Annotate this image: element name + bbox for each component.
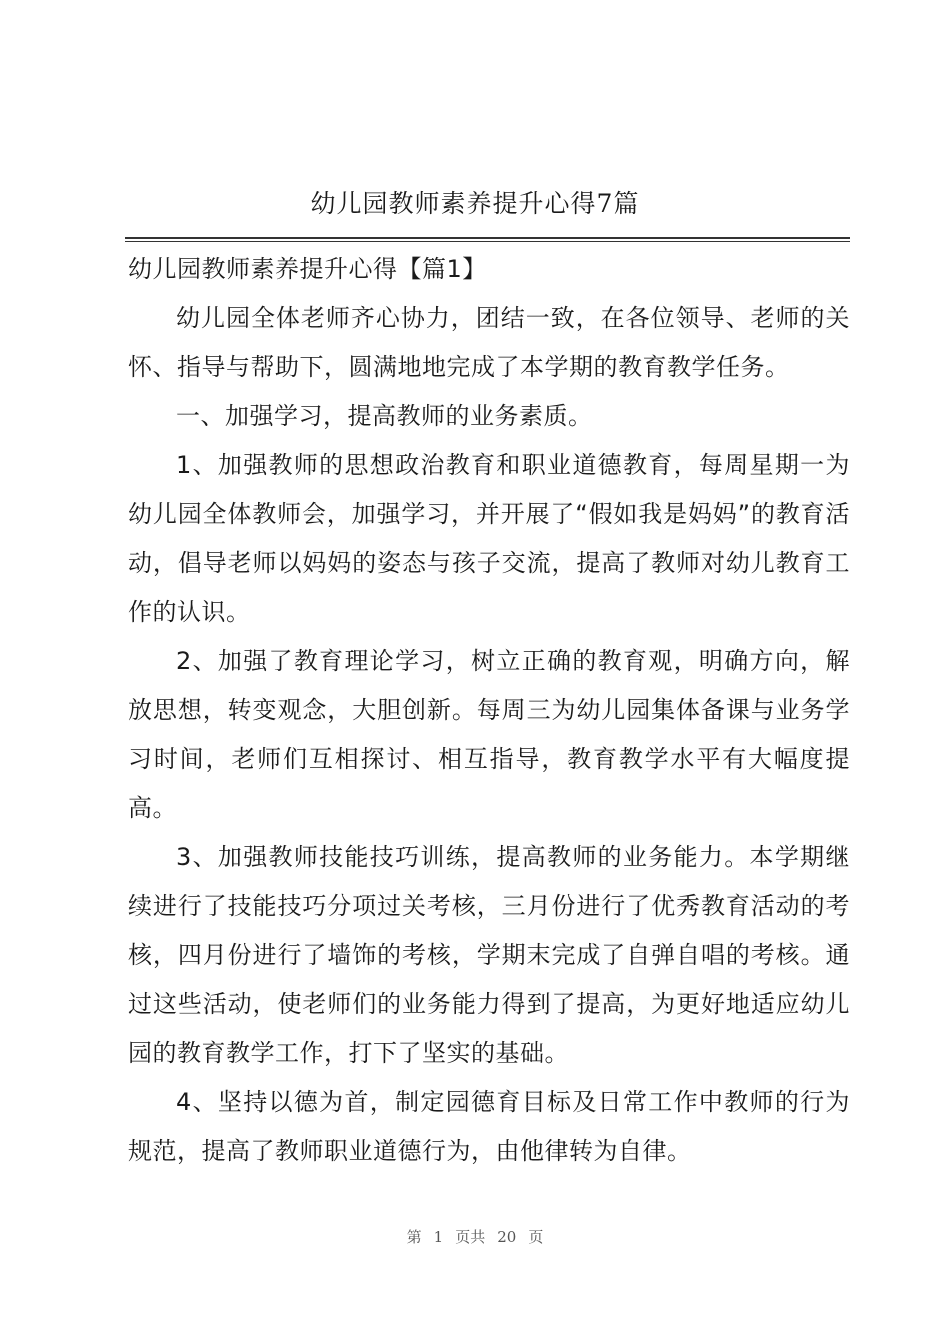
section-heading: 幼儿园教师素养提升心得【篇1】 [128, 255, 487, 283]
paragraph-intro: 幼儿园全体老师齐心协力，团结一致，在各位领导、老师的关怀、指导与帮助下，圆满地地完成了本学期的教育教学任务。 [128, 304, 850, 381]
document-title: 幼儿园教师素养提升心得7篇 [310, 189, 640, 218]
page-footer [0, 1226, 950, 1247]
paragraph-item-4: 4、坚持以德为首，制定园德育目标及日常工作中教师的行为规范，提高了教师职业道德行为，由他律转为自律。 [128, 1088, 850, 1165]
document-body [128, 245, 850, 1176]
footer-current-page: 1 [433, 1228, 444, 1246]
footer-label-end: 页 [528, 1228, 544, 1246]
paragraph-item-3: 3、加强教师技能技巧训练，提高教师的业务能力。本学期继续进行了技能技巧分项过关考核，三月份进行了优秀教育活动的考核，四月份进行了墙饰的考核，学期末完成了自弹自唱的考核。通过这些活动，使老师们的业务能力得到了提高，为更好地适应幼儿园的教育教学工作，打下了坚实的基础。 [128, 843, 850, 1067]
paragraph-subheading-1: 一、加强学习，提高教师的业务素质。 [176, 402, 593, 430]
footer-total-pages: 20 [497, 1228, 517, 1246]
paragraph-item-1: 1、加强教师的思想政治教育和职业道德教育，每周星期一为幼儿园全体教师会，加强学习，并开展了“假如我是妈妈”的教育活动，倡导老师以妈妈的姿态与孩子交流，提高了教师对幼儿教育工作的认识。 [128, 451, 850, 626]
title-divider [125, 237, 850, 242]
footer-label-of: 页共 [455, 1228, 486, 1246]
footer-label-page: 第 [406, 1228, 422, 1246]
paragraph-item-2: 2、加强了教育理论学习，树立正确的教育观，明确方向，解放思想，转变观念，大胆创新。每周三为幼儿园集体备课与业务学习时间，老师们互相探讨、相互指导，教育教学水平有大幅度提高。 [128, 647, 850, 822]
